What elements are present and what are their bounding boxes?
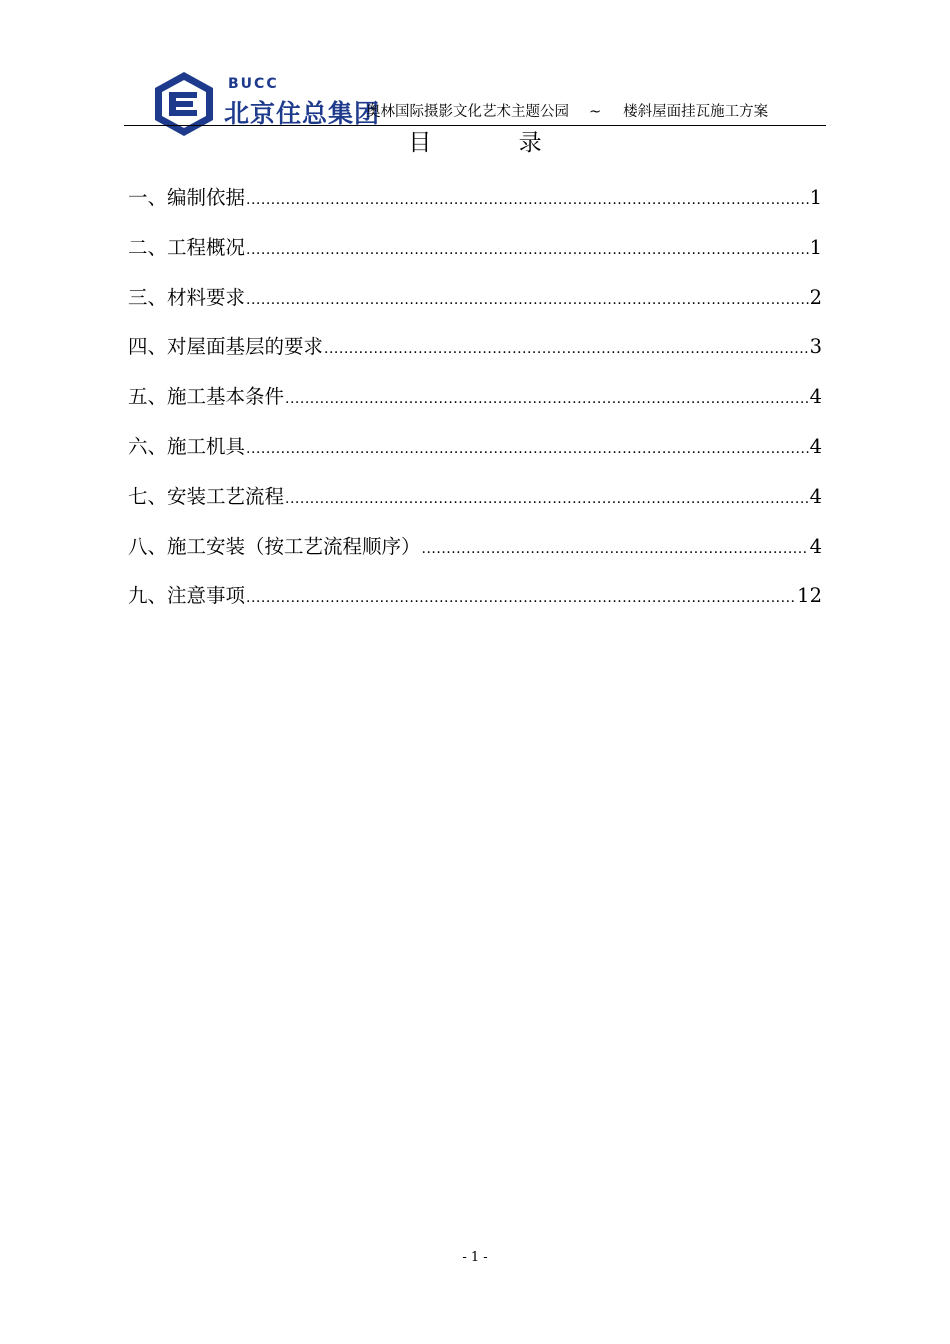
- page-number: - 1 -: [462, 1250, 488, 1265]
- toc-entry-label: 二、工程概况: [128, 235, 246, 259]
- toc-title: 目 录: [408, 130, 582, 156]
- toc-dot-leader: [285, 391, 809, 407]
- toc-entry-page: 12: [797, 584, 822, 608]
- toc-entry-page: 2: [809, 285, 822, 309]
- toc-dot-leader: [246, 292, 809, 308]
- table-of-contents: [128, 182, 822, 630]
- toc-entry-label: 三、材料要求: [128, 285, 246, 309]
- toc-entry-label: 五、施工基本条件: [128, 385, 285, 409]
- toc-entry-4[interactable]: [128, 331, 822, 381]
- toc-dot-leader: [246, 242, 809, 258]
- toc-entry-5[interactable]: [128, 381, 822, 431]
- toc-dot-leader: [285, 491, 809, 507]
- toc-entry-page: 1: [809, 235, 822, 259]
- toc-entry-label: 一、编制依据: [128, 186, 246, 209]
- toc-entry-9[interactable]: [128, 580, 822, 630]
- logo-company-name: 北京住总集团: [224, 99, 381, 128]
- toc-dot-leader: [422, 541, 809, 557]
- logo-bucc-text: BUCC: [228, 76, 279, 92]
- toc-entry-page: 3: [809, 335, 822, 359]
- header-separator: ~: [589, 104, 602, 120]
- toc-entry-1[interactable]: [128, 182, 822, 232]
- header-document-name: 楼斜屋面挂瓦施工方案: [623, 104, 769, 120]
- toc-entry-8[interactable]: [128, 531, 822, 581]
- toc-entry-label: 六、施工机具: [128, 434, 246, 458]
- toc-entry-2[interactable]: [128, 232, 822, 282]
- toc-entry-3[interactable]: [128, 282, 822, 332]
- header-project-name: 奥林国际摄影文化艺术主题公园: [366, 104, 569, 120]
- toc-entry-page: 4: [809, 534, 822, 558]
- toc-dot-leader: [246, 590, 796, 606]
- toc-entry-label: 八、施工安装（按工艺流程顺序）: [128, 534, 421, 558]
- toc-entry-6[interactable]: [128, 431, 822, 481]
- toc-dot-leader: [246, 441, 809, 457]
- toc-entry-page: 4: [809, 434, 822, 458]
- page-header: [366, 100, 768, 121]
- toc-dot-leader: [246, 192, 809, 208]
- toc-entry-page: 1: [809, 186, 822, 209]
- toc-entry-page: 4: [809, 484, 822, 508]
- toc-entry-page: 4: [809, 385, 822, 409]
- toc-entry-label: 四、对屋面基层的要求: [128, 335, 324, 359]
- toc-entry-label: 九、注意事项: [128, 584, 246, 608]
- toc-dot-leader: [324, 341, 809, 357]
- toc-entry-7[interactable]: [128, 481, 822, 531]
- toc-entry-label: 七、安装工艺流程: [128, 484, 285, 508]
